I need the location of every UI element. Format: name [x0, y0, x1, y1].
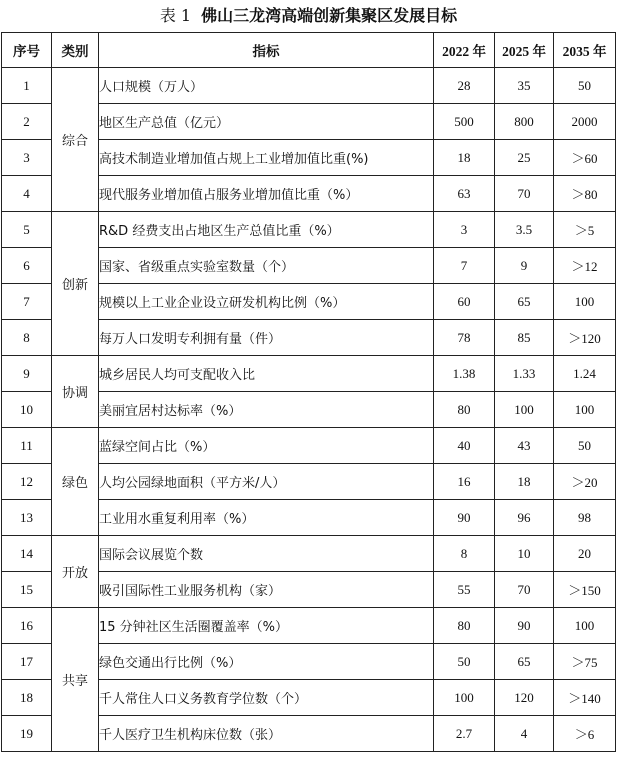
row-no: 12	[2, 464, 52, 500]
indicator-cell: 国家、省级重点实验室数量（个）	[99, 248, 434, 284]
row-no: 14	[2, 536, 52, 572]
value-2025: 3.5	[495, 212, 554, 248]
header-2025: 2025 年	[495, 33, 554, 68]
value-2025: 120	[495, 680, 554, 716]
row-no: 7	[2, 284, 52, 320]
value-2025: 800	[495, 104, 554, 140]
table-caption: 佛山三龙湾高端创新集聚区发展目标	[201, 6, 458, 25]
header-row	[2, 33, 616, 68]
row-no: 19	[2, 716, 52, 752]
indicator-cell: 现代服务业增加值占服务业增加值比重（%）	[99, 176, 434, 212]
value-2025: 43	[495, 428, 554, 464]
row-no: 17	[2, 644, 52, 680]
value-2035: ＞20	[554, 464, 616, 500]
value-2025: 35	[495, 68, 554, 104]
value-2025: 10	[495, 536, 554, 572]
indicator-cell: 人均公园绿地面积（平方米/人）	[99, 464, 434, 500]
indicator-cell: 绿色交通出行比例（%）	[99, 644, 434, 680]
value-2035: 20	[554, 536, 616, 572]
value-2022: 18	[434, 140, 495, 176]
value-2025: 85	[495, 320, 554, 356]
table-title	[0, 2, 617, 30]
value-2022: 7	[434, 248, 495, 284]
row-no: 5	[2, 212, 52, 248]
header-category: 类别	[52, 33, 99, 68]
value-2035: 98	[554, 500, 616, 536]
value-2022: 8	[434, 536, 495, 572]
indicator-cell: 国际会议展览个数	[99, 536, 434, 572]
indicator-cell: 城乡居民人均可支配收入比	[99, 356, 434, 392]
indicator-cell: R&D 经费支出占地区生产总值比重（%）	[99, 212, 434, 248]
value-2025: 9	[495, 248, 554, 284]
table-number: 表 1	[159, 6, 192, 25]
value-2025: 96	[495, 500, 554, 536]
value-2035: 2000	[554, 104, 616, 140]
row-no: 18	[2, 680, 52, 716]
table-row	[2, 68, 616, 104]
row-no: 13	[2, 500, 52, 536]
value-2025: 65	[495, 644, 554, 680]
value-2035: ＞12	[554, 248, 616, 284]
header-indicator: 指标	[99, 33, 434, 68]
value-2022: 55	[434, 572, 495, 608]
value-2035: ＞140	[554, 680, 616, 716]
category-cell: 共享	[52, 608, 99, 752]
table-row	[2, 608, 616, 644]
row-no: 16	[2, 608, 52, 644]
value-2035: 1.24	[554, 356, 616, 392]
row-no: 10	[2, 392, 52, 428]
value-2025: 25	[495, 140, 554, 176]
value-2022: 60	[434, 284, 495, 320]
value-2022: 90	[434, 500, 495, 536]
header-2035: 2035 年	[554, 33, 616, 68]
value-2025: 100	[495, 392, 554, 428]
category-cell: 绿色	[52, 428, 99, 536]
value-2022: 63	[434, 176, 495, 212]
row-no: 1	[2, 68, 52, 104]
row-no: 4	[2, 176, 52, 212]
row-no: 6	[2, 248, 52, 284]
table-row	[2, 428, 616, 464]
indicator-cell: 15 分钟社区生活圈覆盖率（%）	[99, 608, 434, 644]
value-2022: 80	[434, 392, 495, 428]
value-2035: ＞60	[554, 140, 616, 176]
row-no: 15	[2, 572, 52, 608]
header-2022: 2022 年	[434, 33, 495, 68]
value-2022: 2.7	[434, 716, 495, 752]
category-cell: 开放	[52, 536, 99, 608]
indicator-cell: 千人医疗卫生机构床位数（张）	[99, 716, 434, 752]
header-no: 序号	[2, 33, 52, 68]
value-2022: 50	[434, 644, 495, 680]
value-2025: 65	[495, 284, 554, 320]
value-2022: 100	[434, 680, 495, 716]
indicator-cell: 高技术制造业增加值占规上工业增加值比重(%)	[99, 140, 434, 176]
value-2025: 70	[495, 176, 554, 212]
value-2022: 16	[434, 464, 495, 500]
value-2035: ＞120	[554, 320, 616, 356]
category-cell: 创新	[52, 212, 99, 356]
category-cell: 协调	[52, 356, 99, 428]
indicator-cell: 蓝绿空间占比（%）	[99, 428, 434, 464]
value-2022: 80	[434, 608, 495, 644]
indicator-cell: 吸引国际性工业服务机构（家）	[99, 572, 434, 608]
value-2025: 4	[495, 716, 554, 752]
value-2022: 3	[434, 212, 495, 248]
table-row	[2, 536, 616, 572]
value-2022: 28	[434, 68, 495, 104]
value-2022: 78	[434, 320, 495, 356]
value-2035: ＞5	[554, 212, 616, 248]
value-2035: ＞75	[554, 644, 616, 680]
indicator-cell: 千人常住人口义务教育学位数（个）	[99, 680, 434, 716]
value-2035: 100	[554, 284, 616, 320]
value-2022: 500	[434, 104, 495, 140]
category-cell: 综合	[52, 68, 99, 212]
value-2035: 50	[554, 68, 616, 104]
value-2035: ＞80	[554, 176, 616, 212]
indicator-cell: 每万人口发明专利拥有量（件）	[99, 320, 434, 356]
row-no: 3	[2, 140, 52, 176]
indicator-cell: 人口规模（万人）	[99, 68, 434, 104]
row-no: 2	[2, 104, 52, 140]
row-no: 8	[2, 320, 52, 356]
value-2035: 100	[554, 392, 616, 428]
indicator-cell: 美丽宜居村达标率（%）	[99, 392, 434, 428]
indicator-cell: 工业用水重复利用率（%）	[99, 500, 434, 536]
indicator-cell: 规模以上工业企业设立研发机构比例（%）	[99, 284, 434, 320]
row-no: 11	[2, 428, 52, 464]
value-2035: ＞6	[554, 716, 616, 752]
value-2025: 1.33	[495, 356, 554, 392]
value-2035: 50	[554, 428, 616, 464]
value-2022: 1.38	[434, 356, 495, 392]
value-2025: 90	[495, 608, 554, 644]
value-2035: 100	[554, 608, 616, 644]
table-row	[2, 356, 616, 392]
value-2035: ＞150	[554, 572, 616, 608]
value-2022: 40	[434, 428, 495, 464]
targets-table	[1, 32, 616, 752]
indicator-cell: 地区生产总值（亿元）	[99, 104, 434, 140]
value-2025: 70	[495, 572, 554, 608]
row-no: 9	[2, 356, 52, 392]
value-2025: 18	[495, 464, 554, 500]
table-row	[2, 212, 616, 248]
